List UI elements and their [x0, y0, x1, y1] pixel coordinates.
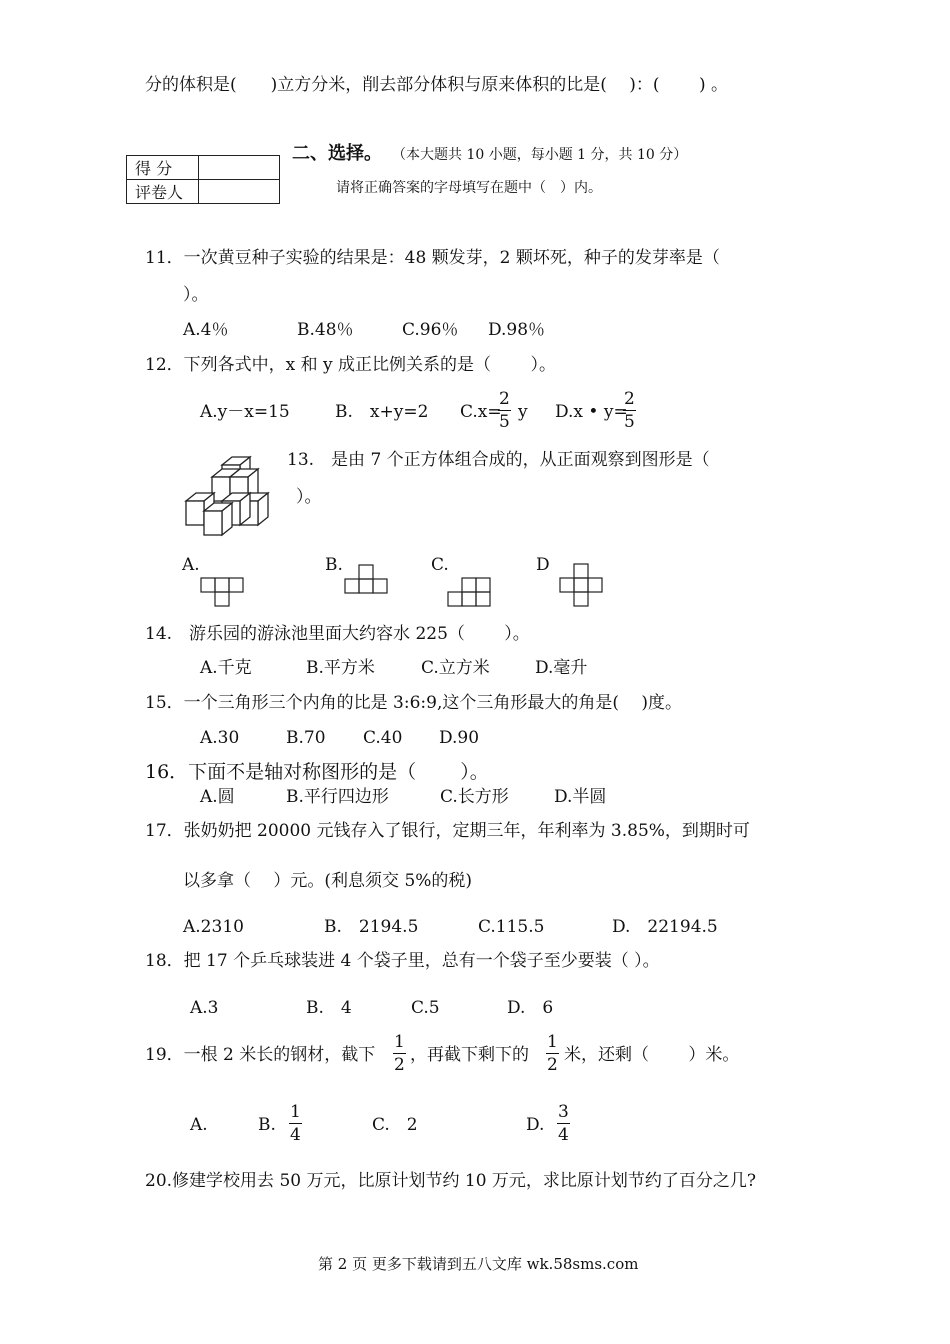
q14-stem: 14. 游乐园的游泳池里面大约容水 225（ ）。: [145, 624, 530, 644]
q12-option-a: A.y－x=15: [200, 402, 290, 422]
score-cell[interactable]: [199, 156, 280, 180]
q15-stem: 15．一个三角形三个内角的比是 3:6:9,这个三角形最大的角是( )度。: [145, 693, 683, 713]
q19-option-a: A.: [190, 1115, 208, 1135]
q14-option-b: B.平方米: [306, 658, 375, 678]
q19-option-b-fraction: $\frac{1}{4}$: [290, 1102, 301, 1145]
q13-line1: 13. 是由 7 个正方体组合成的，从正面观察到图形是（: [287, 450, 710, 470]
q17-option-a: A.2310: [183, 917, 244, 937]
q18-stem: 18．把 17 个乒乓球装进 4 个袋子里，总有一个袋子至少要装（ ）。: [145, 951, 660, 971]
q11-option-c: C.96％: [402, 320, 459, 340]
q18-option-c: C.5: [411, 998, 440, 1018]
q12-stem: 12．下列各式中，x 和 y 成正比例关系的是（ ）。: [145, 355, 556, 375]
q11-line1: 11．一次黄豆种子实验的结果是：48 颗发芽，2 颗坏死，种子的发芽率是（: [145, 248, 720, 268]
section-title: 二、选择。: [292, 143, 382, 164]
q19-option-d-label: D.: [526, 1115, 545, 1135]
q13-option-c-figure: [446, 577, 492, 607]
q19-fraction-2: $\frac{1}{2}$: [547, 1032, 558, 1075]
q17-option-c: C.115.5: [478, 917, 545, 937]
q17-option-d: D. 22194.5: [612, 917, 718, 937]
q16-option-c: C.长方形: [440, 787, 509, 807]
q19-part2: ，再截下剩下的: [410, 1045, 529, 1065]
q19-option-b-label: B.: [258, 1115, 276, 1135]
q19-fraction-1: $\frac{1}{2}$: [394, 1032, 405, 1075]
q15-option-d: D.90: [439, 728, 480, 748]
q11-line2: ）。: [183, 285, 209, 305]
q16-option-d: D.半圆: [554, 787, 607, 807]
q15-option-c: C.40: [363, 728, 403, 748]
q16-stem: 16．下面不是轴对称图形的是（ ）。: [145, 761, 489, 783]
page-footer: 第 2 页 更多下载请到五八文库 wk.58sms.com: [318, 1255, 639, 1273]
q18-option-d: D. 6: [507, 998, 554, 1018]
q18-option-b: B. 4: [306, 998, 352, 1018]
q12-option-c-fraction: $\frac{2}{5}$: [499, 389, 510, 432]
q13-label-a: A.: [182, 555, 200, 575]
section-instruction: 请将正确答案的字母填写在题中（ ）内。: [336, 180, 602, 196]
q11-option-d: D.98％: [488, 320, 546, 340]
q16-option-b: B.平行四边形: [286, 787, 389, 807]
q12-option-c-prefix: C.x=: [460, 402, 502, 422]
grader-label: 评卷人: [127, 180, 199, 204]
q14-option-c: C.立方米: [421, 658, 490, 678]
score-label: 得 分: [127, 156, 199, 180]
q13-option-a-figure: [200, 577, 245, 607]
q17-line1: 17．张奶奶把 20000 元钱存入了银行，定期三年，年利率为 3.85%，到期时可: [145, 821, 750, 841]
q11-option-b: B.48％: [297, 320, 354, 340]
q20-stem: 20.修建学校用去 50 万元，比原计划节约 10 万元，求比原计划节约了百分之几?: [145, 1171, 757, 1191]
q15-option-b: B.70: [286, 728, 326, 748]
q19-part3: 米，还剩（ ）米。: [564, 1045, 740, 1065]
q13-label-d: D: [536, 555, 550, 575]
q14-option-a: A.千克: [200, 658, 252, 678]
q12-option-c-suffix: y: [518, 402, 528, 422]
cube-stack-figure: [182, 455, 277, 537]
q13-option-d-figure: [558, 563, 604, 608]
cube-front: [204, 503, 232, 535]
q12-option-d-fraction: $\frac{2}{5}$: [624, 389, 635, 432]
q16-option-a: A.圆: [200, 787, 235, 807]
q19-part1: 19．一根 2 米长的钢材，截下: [145, 1045, 376, 1065]
q12-option-b: B. x+y=2: [335, 402, 429, 422]
q11-option-a: A.4％: [183, 320, 229, 340]
q17-line2: 以多拿（ ）元。(利息须交 5%的税): [183, 871, 473, 891]
continuation-line: 分的体积是( )立方分米，削去部分体积与原来体积的比是( )：( ) 。: [145, 75, 729, 95]
q13-option-b-figure: [344, 564, 389, 594]
q13-label-c: C.: [431, 555, 449, 575]
section-note: （本大题共 10 小题，每小题 1 分，共 10 分）: [392, 147, 688, 163]
q17-option-b: B. 2194.5: [324, 917, 419, 937]
q19-option-c: C. 2: [372, 1115, 418, 1135]
q15-option-a: A.30: [200, 728, 240, 748]
q19-option-d-fraction: $\frac{3}{4}$: [558, 1102, 569, 1145]
q14-option-d: D.毫升: [535, 658, 588, 678]
q18-option-a: A.3: [190, 998, 219, 1018]
q13-line2: ）。: [296, 487, 322, 507]
q13-label-b: B.: [325, 555, 343, 575]
q12-option-d-prefix: D.x • y=: [555, 402, 628, 422]
grader-cell[interactable]: [199, 180, 280, 204]
score-table: [126, 155, 280, 204]
